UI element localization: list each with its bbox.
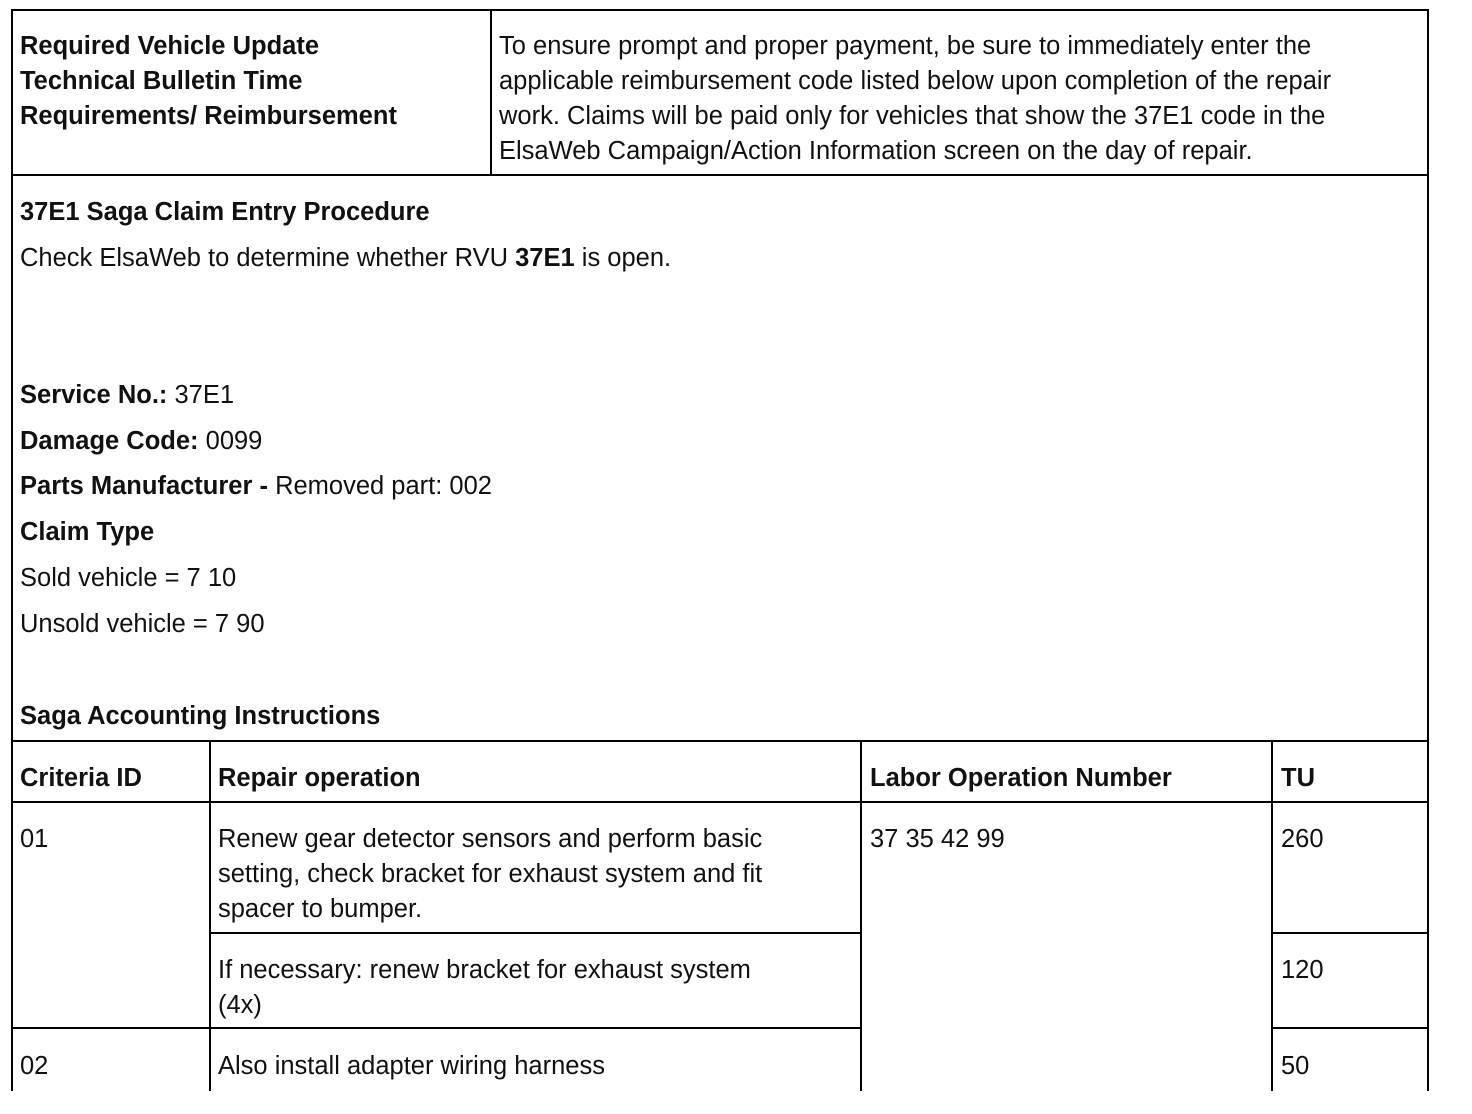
border-left [11,9,13,1091]
parts-manufacturer-value: Removed part: 002 [267,472,492,500]
row3-repair-line-1: Also install adapter wiring harness [218,1052,605,1080]
check-text-code: 37E1 [515,244,575,272]
claim-type-unsold: Unsold vehicle = 7 90 [20,610,265,638]
check-text-pre: Check ElsaWeb to determine whether RVU [20,244,516,272]
service-number-label: Service No.: [20,381,168,409]
damage-code [20,424,262,459]
header-left-line-3: Requirements/ Reimbursement [20,102,397,130]
row1-tu: 260 [1281,825,1324,853]
claim-type-label: Claim Type [20,518,155,546]
table-header-criteria: Criteria ID [20,764,142,792]
row3-tu: 50 [1281,1052,1310,1080]
row2-repair-line-2: (4x) [218,991,262,1019]
header-right-line-2: applicable reimbursement code listed below upon completion of the repair [499,67,1332,95]
border-table-top [11,740,1429,742]
service-number-value: 37E1 [167,381,235,409]
row2-tu: 120 [1281,956,1324,984]
row1-criteria: 01 [20,825,49,853]
border-row1-repair-bottom [209,932,862,934]
service-number [20,378,234,413]
check-text-post: is open. [574,244,672,272]
border-col3 [1271,740,1273,1091]
claim-type-sold: Sold vehicle = 7 10 [20,564,237,592]
row1-repair-line-3: spacer to bumper. [218,895,423,923]
header-right-line-1: To ensure prompt and proper payment, be sure to immediately enter the [499,32,1312,60]
table-header-labor: Labor Operation Number [870,764,1172,792]
border-row2-bottom-left [11,1027,862,1029]
table-header-repair: Repair operation [218,764,421,792]
procedure-check-text [20,241,671,276]
header-right-line-4: ElsaWeb Campaign/Action Information screen on the day of repair. [499,137,1253,165]
row1-labor-number: 37 35 42 99 [870,825,1005,853]
parts-manufacturer-label: Parts Manufacturer - [20,472,268,500]
row2-repair-line-1: If necessary: renew bracket for exhaust system [218,956,751,984]
accounting-title: Saga Accounting Instructions [20,702,381,730]
parts-manufacturer [20,469,492,504]
row3-criteria: 02 [20,1052,49,1080]
border-right [1427,9,1429,1091]
procedure-title: 37E1 Saga Claim Entry Procedure [20,198,430,226]
border-col1 [209,740,211,1091]
damage-code-label: Damage Code: [20,427,199,455]
border-header-divider [490,9,492,176]
row1-repair-line-1: Renew gear detector sensors and perform basic [218,825,763,853]
header-left-line-1: Required Vehicle Update [20,32,320,60]
border-row1-tu-bottom [1271,932,1429,934]
damage-code-value: 0099 [198,427,263,455]
border-top [11,9,1429,11]
row1-repair-line-2: setting, check bracket for exhaust system and fit [218,860,763,888]
border-table-header-bottom [11,801,1429,803]
border-header-bottom [11,174,1429,176]
border-col2 [860,740,862,1091]
header-right-line-3: work. Claims will be paid only for vehicles that show the 37E1 code in the [499,102,1326,130]
table-header-tu: TU [1281,764,1315,792]
border-row2-tu-bottom [1271,1027,1429,1029]
header-left-line-2: Technical Bulletin Time [20,67,303,95]
